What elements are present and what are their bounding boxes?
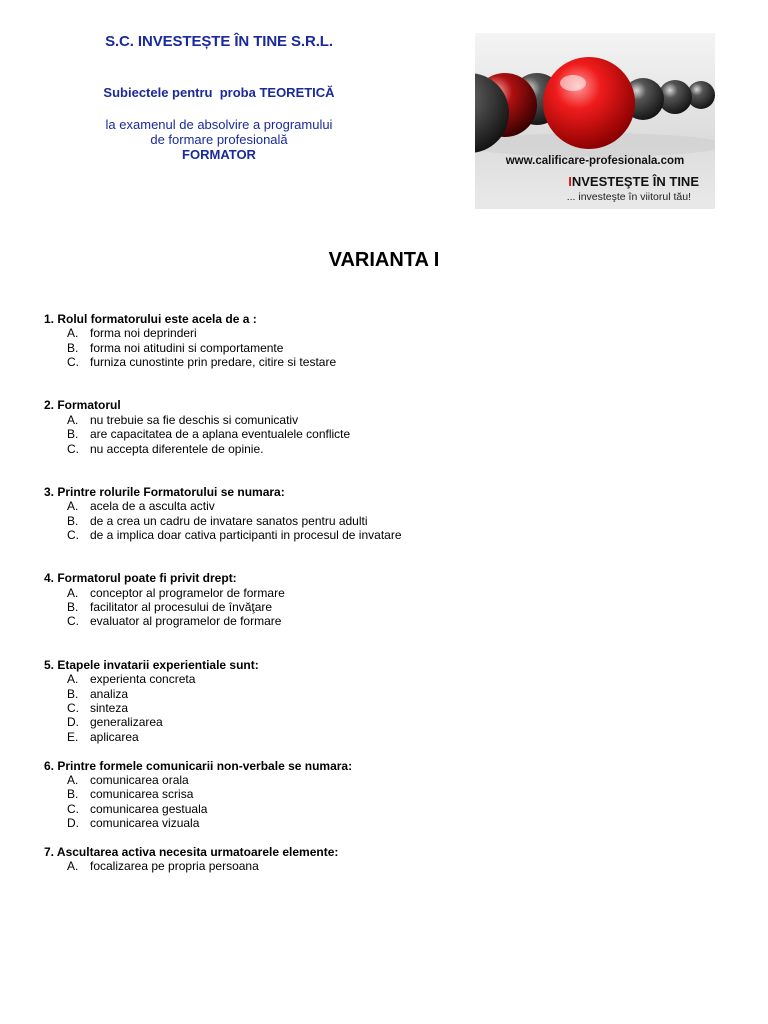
option-text: nu accepta diferentele de opinie. [90, 441, 264, 456]
option-text: furniza cunostinte prin predare, citire si testare [90, 355, 337, 370]
option-text: de a crea un cadru de invatare sanatos pentru adulti [90, 513, 368, 528]
option-text: acela de a asculta activ [90, 499, 215, 514]
option-letter: A. [67, 672, 79, 687]
question-item [44, 845, 724, 874]
subject-title [44, 85, 394, 100]
option-letter: D. [67, 715, 79, 730]
question-spacer [44, 629, 724, 658]
exam-role: FORMATOR [182, 147, 256, 162]
answer-option [44, 427, 724, 441]
company-logo [475, 33, 715, 209]
option-letter: C. [67, 441, 79, 456]
logo-brand [475, 174, 699, 189]
option-letter: A. [67, 859, 79, 874]
answer-option [44, 687, 724, 701]
variant-title: VARIANTA I [328, 249, 440, 271]
option-letter: C. [67, 528, 79, 543]
option-text: analiza [90, 686, 129, 701]
option-letter: C. [67, 614, 79, 629]
logo-brand-rest: NVESTEŞTE ÎN TINE [571, 174, 699, 189]
red-sphere-icon [543, 57, 635, 149]
option-text: evaluator al programelor de formare [90, 614, 282, 629]
answer-options [44, 326, 724, 369]
exam-description [44, 117, 394, 162]
answer-option [44, 341, 724, 355]
question-spacer [44, 542, 724, 571]
answer-option [44, 586, 724, 600]
option-letter: A. [67, 772, 79, 787]
option-text: de a implica doar cativa participanti in procesul de invatare [90, 528, 402, 543]
option-text: sinteza [90, 700, 129, 715]
answer-option [44, 442, 724, 456]
question-title: 5. Etapele invatarii experientiale sunt: [44, 657, 259, 672]
question-title: 6. Printre formele comunicarii non-verbale se numara: [44, 758, 353, 773]
option-text: nu trebuie sa fie deschis si comunicativ [90, 412, 299, 427]
option-letter: B. [67, 427, 79, 442]
answer-options [44, 413, 724, 456]
answer-option [44, 514, 724, 528]
question-item [44, 658, 724, 744]
option-text: experienta concreta [90, 672, 196, 687]
answer-option [44, 715, 724, 729]
question-title: 3. Printre rolurile Formatorului se numara: [44, 484, 285, 499]
answer-options [44, 773, 724, 831]
answer-option [44, 413, 724, 427]
question-spacer [44, 744, 724, 758]
question-item [44, 571, 724, 629]
option-text: comunicarea orala [90, 772, 189, 787]
logo-tagline: ... investeşte în viitorul tău! [566, 191, 691, 203]
answer-options [44, 859, 724, 873]
question-spacer [44, 370, 724, 399]
answer-option [44, 528, 724, 542]
answer-options [44, 586, 724, 629]
option-text: comunicarea gestuala [90, 801, 208, 816]
option-letter: A. [67, 585, 79, 600]
answer-option [44, 672, 724, 686]
option-letter: E. [67, 729, 79, 744]
logo-brand-first: I [568, 174, 572, 189]
option-letter: B. [67, 686, 79, 701]
question-spacer [44, 831, 724, 845]
question-item [44, 485, 724, 543]
answer-option [44, 600, 724, 614]
answer-option [44, 355, 724, 369]
option-text: are capacitatea de a aplana eventualele conflicte [90, 427, 351, 442]
answer-option [44, 499, 724, 513]
option-letter: C. [67, 700, 79, 715]
question-item [44, 312, 724, 370]
option-letter: B. [67, 600, 79, 615]
option-text: forma noi atitudini si comportamente [90, 340, 284, 355]
option-letter: C. [67, 355, 79, 370]
option-text: facilitator al procesului de învăţare [90, 600, 273, 615]
subject-bold: TEORETICĂ [259, 85, 335, 100]
company-name: S.C. INVESTEȘTE ÎN TINE S.R.L. [105, 33, 333, 50]
subject-prefix: Subiectele pentru proba [103, 85, 260, 100]
question-spacer [44, 456, 724, 485]
option-text: comunicarea vizuala [90, 816, 200, 831]
exam-line-2: de formare profesională [150, 132, 288, 147]
logo-url: www.calificare-profesionala.com [505, 155, 685, 167]
answer-option [44, 730, 724, 744]
answer-option [44, 773, 724, 787]
option-letter: B. [67, 513, 79, 528]
answer-option [44, 816, 724, 830]
question-title: 2. Formatorul [44, 398, 121, 413]
option-text: aplicarea [90, 729, 139, 744]
option-text: focalizarea pe propria persoana [90, 859, 259, 874]
option-letter: A. [67, 412, 79, 427]
answer-options [44, 499, 724, 542]
option-letter: D. [67, 816, 79, 831]
question-title: 4. Formatorul poate fi privit drept: [44, 571, 237, 586]
answer-option [44, 802, 724, 816]
option-letter: B. [67, 340, 79, 355]
question-title: 1. Rolul formatorului este acela de a : [44, 312, 257, 326]
question-item [44, 398, 724, 456]
option-text: conceptor al programelor de formare [90, 585, 285, 600]
exam-line-1: la examenul de absolvire a programului [105, 117, 333, 132]
question-title: 7. Ascultarea activa necesita urmatoarele elemente: [44, 844, 339, 859]
option-letter: A. [67, 326, 79, 341]
answer-option [44, 614, 724, 628]
option-text: generalizarea [90, 715, 163, 730]
option-letter: A. [67, 499, 79, 514]
questions-list [44, 312, 724, 874]
answer-option [44, 701, 724, 715]
question-item [44, 759, 724, 831]
option-letter: C. [67, 801, 79, 816]
answer-option [44, 326, 724, 340]
answer-options [44, 672, 724, 744]
option-text: comunicarea scrisa [90, 787, 194, 802]
option-letter: B. [67, 787, 79, 802]
answer-option [44, 787, 724, 801]
option-text: forma noi deprinderi [90, 326, 197, 341]
answer-option [44, 859, 724, 873]
